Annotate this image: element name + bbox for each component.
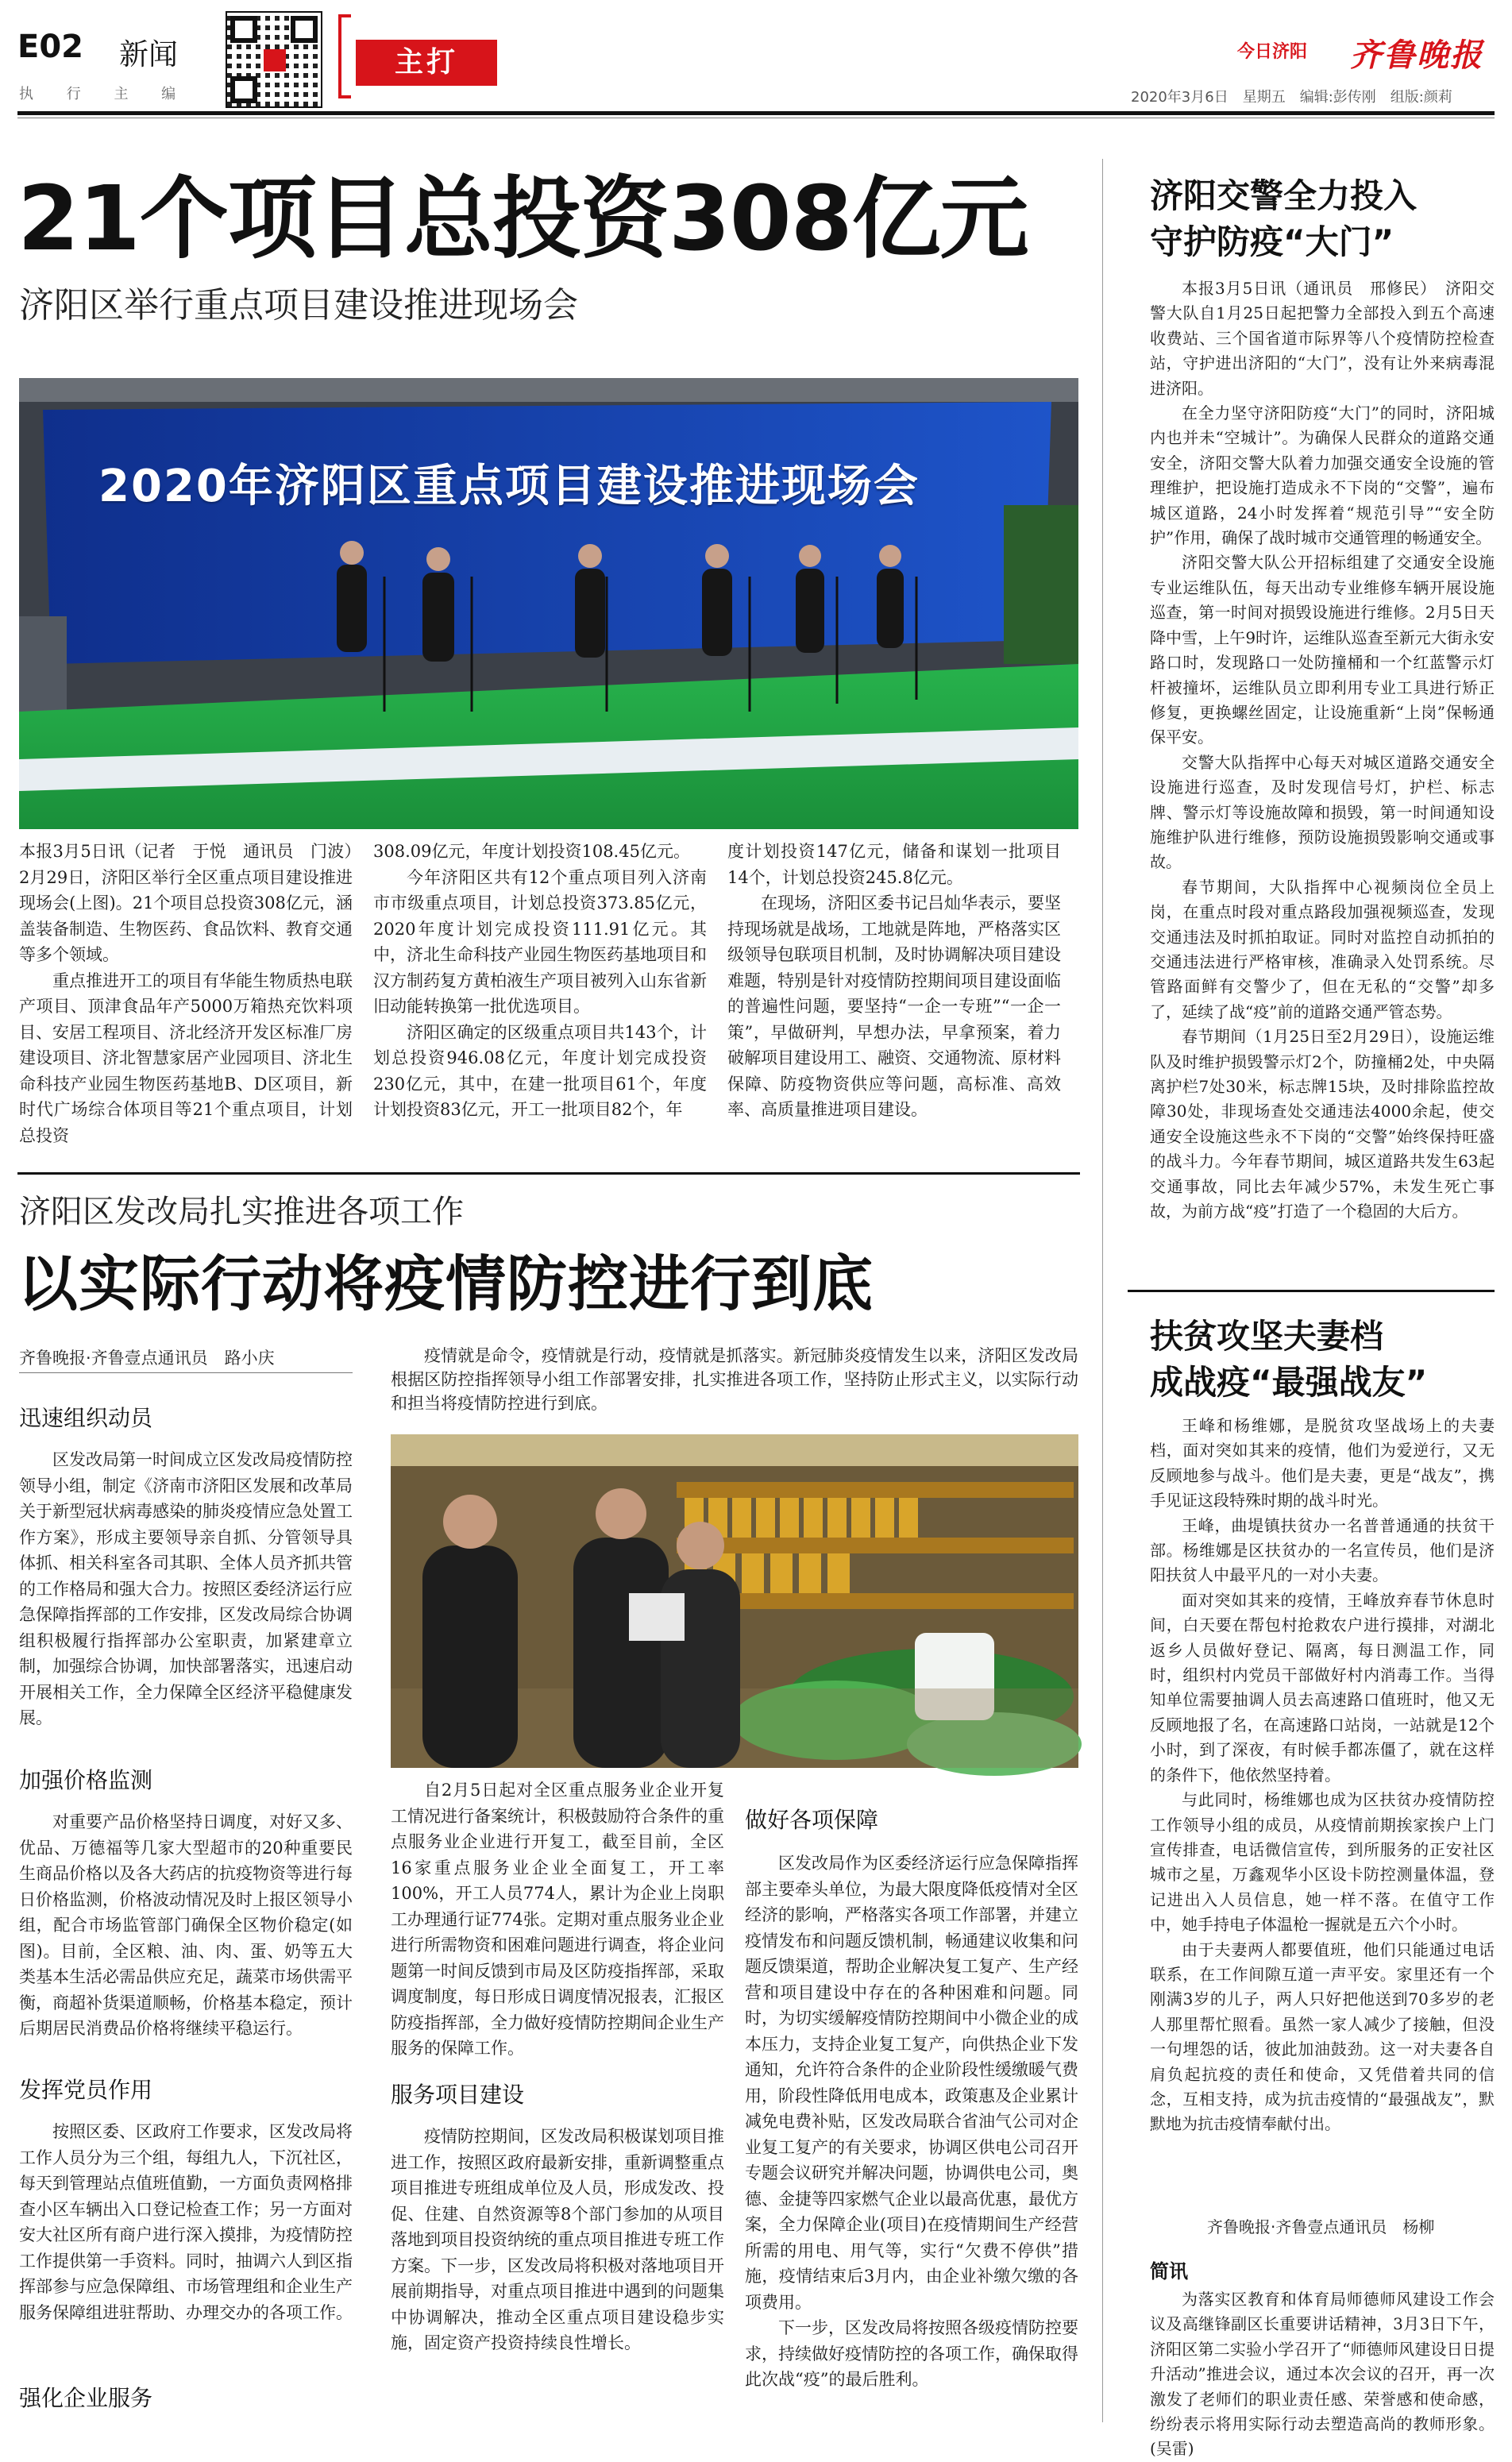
header-rule: [17, 111, 1495, 115]
section-heading-service: 服务项目建设: [391, 2082, 525, 2108]
brief-para: 为落实区教育和体育局师德师风建设工作会议及高继锋副区长重要讲话精神，3月3日下午，济阳区第二实验小学召开了“师德师风建设日日提升活动”推进会议，通过本次会议的召开，再一次激发了老师们的职业责任感、荣誉感和使命感，纷纷表示将用实际行动去塑造高尚的教师形象。(吴雷): [1150, 2290, 1495, 2459]
article1-p5: 济阳区确定的区级重点项目共143个，计划总投资946.08亿元，年度计划完成投资230亿元，其中，在建一批项目61个，年度计划投资83亿元，开工一批项目82个，年: [373, 1022, 707, 1119]
section-text-service: [391, 2124, 724, 2418]
article1-p6: 度计划投资147亿元，储备和谋划一批项目14个，计划总投资245.8亿元。: [727, 842, 1061, 887]
tag-bracket: [338, 14, 351, 98]
article4-p2: 王峰，曲堤镇扶贫办一名普普通通的扶贫干部。杨维娜是区扶贫办的一名宣传员，他们是济阳扶贫人中最平凡的一对小夫妻。: [1150, 1515, 1495, 1585]
brief-body: [1150, 2287, 1495, 2459]
article3-bottom-rule: [1128, 1290, 1495, 1292]
article1-p1: 本报3月5日讯（记者 于悦 通讯员 门波） 2月29日，济阳区举行全区重点项目建设推进现场会(上图)。21个项目总投资308亿元，涵盖装备制造、生物医药、食品饮料、教育交通等多个领域。: [19, 842, 369, 964]
article1-bottom-rule: [17, 1172, 1080, 1175]
sidebar-divider: [1102, 159, 1103, 2422]
section-heading-mobilize: 迅速组织动员: [19, 1405, 153, 1431]
page-code: E02: [17, 29, 83, 65]
article4-byline: 齐鲁晚报·齐鲁壹点通讯员 杨柳: [1207, 2217, 1435, 2236]
section-para-party: 按照区委、区政府工作要求，区发改局将工作人员分为三个组，每组九人，下沉社区，每天到管理站点值班值勤，一方面负责网格排查小区车辆出入口登记检查工作；另一方面对安大社区所有商户进行深入摸排，为疫情防控工作提供第一手资料。同时，抽调六人到区指挥部参与应急保障组、市场管理组和企业生产服务保障组进驻帮助、办理交办的各项工作。: [19, 2122, 353, 2322]
section-heading-guarantee: 做好各项保障: [745, 1807, 879, 1833]
section-text-price: [19, 1809, 353, 2068]
section-text-guarantee: [745, 1850, 1078, 2419]
article3-p4: 交警大队指挥中心每天对城区道路交通安全设施进行巡查，及时发现信号灯，护栏、标志牌、警示灯等设施故障和损毁，第一时间通知设施维护队进行维修，预防设施损毁影响交通或事故。: [1150, 752, 1495, 872]
article1-p4: 今年济阳区共有12个重点项目列入济南市市级重点项目，计划总投资373.85亿元，2020年度计划完成投资111.91亿元。其中，济北生命科技产业园生物医药基地项目和汉方制药复方黄柏液生产项目被列入山东省新旧动能转换第一批优选项目。: [373, 867, 707, 1016]
qr-code: [226, 11, 322, 108]
section-heading-enterprise: 强化企业服务: [19, 2385, 153, 2411]
article2-photo-scene: [391, 1434, 1078, 1768]
article3-p1: 本报3月5日讯（通讯员 邢修民） 济阳交警大队自1月25日起把警力全部投入到五个高速收费站、三个国省道市际界等八个疫情防控检查站，守护进出济阳的“大门”，没有让外来病毒混进济阳。: [1150, 279, 1495, 398]
section-para-service: 疫情防控期间，区发改局积极谋划项目推进工作，按照区政府最新安排，重新调整重点项目推进专班组成单位及人员，形成发改、投促、住建、自然资源等8个部门参加的从项目落地到项目投资纳统的重点项目推进专班工作方案。下一步，区发改局将积极对落地项目开展前期指导，对重点项目推进中遇到的问题集中协调解决，推动全区重点项目建设稳步实施，固定资产投资持续良性增长。: [391, 2127, 724, 2352]
article1-p2: 重点推进开工的项目有华能生物质热电联产项目、顶津食品年产5000万箱热充饮料项目、安居工程项目、济北经济开发区标准厂房建设项目、济北智慧家居产业园项目、济北生命科技产业园生物医药基地B、D区项目，新时代广场综合体项目等21个重点项目，计划总投资: [19, 971, 353, 1145]
article2-headline: 以实际行动将疫情防控进行到底: [17, 1248, 874, 1319]
editor-line: 执 行 主 编: [19, 86, 191, 102]
article2-byline: 齐鲁晚报·齐鲁壹点通讯员 路小庆: [19, 1349, 275, 1368]
article4-p3: 面对突如其来的疫情，王峰放弃春节休息时间，白天要在帮包村抢救农户进行摸排，对湖北返乡人员做好登记、隔离，每日测温工作，同时，组织村内党员干部做好村内消毒工作。当得知单位需要抽调人员去高速路口值班时，他又无反顾地报了名，在高速路口站岗，一站就是12个小时，到了深夜，有时候手都冻僵了，就在这样的条件下，他依然坚持着。: [1150, 1590, 1495, 1785]
article2-photo: [391, 1434, 1078, 1768]
article1-photo-scene: [19, 378, 1078, 829]
article1-photo: [19, 378, 1078, 829]
article1-headline: 21个项目总投资308亿元: [17, 168, 1028, 271]
article2-lead: 疫情就是命令，疫情就是行动，疫情就是抓落实。新冠肺炎疫情发生以来，济阳区发改局根据区防控指挥领导小组工作部署安排，扎实推进各项工作，坚持防止形式主义，以实际行动和担当将疫情防控进行到底。: [391, 1346, 1078, 1413]
article2-right-column: [745, 1777, 1078, 2422]
section-text-mobilize: [19, 1447, 353, 1757]
article3-p2: 在全力坚守济阳防疫“大门”的同时，济阳城内也并未“空城计”。为确保人民群众的道路交通安全，济阳交警大队着力加强交通安全设施的管理维护，把设施打造成永不下岗的“交警”，遍布城区道路，24小时发挥着“规范引导”“安全防护”作用，确保了战时城市交通管理的畅通安全。: [1150, 403, 1495, 548]
article3-headline-1: 济阳交警全力投入: [1150, 176, 1418, 215]
section-para-price: 对重要产品价格坚持日调度，对好又多、优品、万德福等几家大型超市的20种重要民生商品价格以及各大药店的抗疫物资等进行每日价格监测，价格波动情况及时上报区领导小组，配合市场监管部门确保全区物价稳定(如图)。目前，全区粮、油、肉、蛋、奶等五大类基本生活必需品供应充足，蔬菜市场供需平衡，商超补货渠道顺畅，价格基本稳定，预计后期居民消费品价格将继续平稳运行。: [19, 1812, 353, 2038]
brief-heading: 简讯: [1150, 2260, 1188, 2283]
section-tag: 主打: [356, 40, 497, 86]
header-meta: 2020年3月6日 星期五 编辑:彭传刚 组版:颜莉: [1131, 89, 1452, 106]
section-text-party: [19, 2119, 353, 2376]
article3-p6: 春节期间（1月25日至2月29日），设施运维队及时维护损毁警示灯2个，防撞桶2处，中央隔离护栏7处30米，标志牌15块，及时排除监控故障30处，非现场查处交通违法4000余起，使交通安全设施这些永不下岗的“交警”始终保持旺盛的战斗力。今年春节期间，城区道路共发生63起交通事故，同比去年减少57%，未发生死亡事故，为前方战“疫”打造了一个稳固的大后方。: [1150, 1027, 1495, 1221]
article1-col1: [19, 839, 369, 1166]
article2-byline-rule: [19, 1372, 353, 1373]
article2-left-column: [19, 1398, 353, 2422]
article1-subtitle: 济阳区举行重点项目建设推进现场会: [19, 285, 578, 326]
brand-small: 今日济阳: [1237, 42, 1308, 62]
article2-kicker: 济阳区发改局扎实推进各项工作: [19, 1194, 464, 1230]
article1-col3: [727, 839, 1061, 1166]
article4-headline-1: 扶贫攻坚夫妻档: [1150, 1317, 1384, 1356]
photo-banner-text: 2020年济阳区重点项目建设推进现场会: [98, 461, 920, 512]
article4-p5: 由于夫妻两人都要值班，他们只能通过电话联系，在工作间隙互道一声平安。家里还有一个刚满3岁的儿子，两人只好把他送到70多岁的老人那里帮忙照看。虽然一家人减少了接触，但没一句埋怨的话，彼此加油鼓劲。这一对夫妻各自肩负起抗疫的责任和使命，又凭借着共同的信念，互相支持，成为抗击疫情的“最强战友”，默默地为抗击疫情奉献付出。: [1150, 1939, 1495, 2134]
section-para-mobilize: 区发改局第一时间成立区发改局疫情防控领导小组，制定《济南市济阳区发展和改革局关于新型冠状病毒感染的肺炎疫情应急处置工作方案》，形成主要领导亲自抓、分管领导具体抓、相关科室各司其职、全体人员齐抓共管的工作格局和强大合力。按照区委经济运行应急保障指挥部的工作安排，区发改局综合协调组积极履行指挥部办公室职责，加紧建章立制，加强综合协调，加快部署落实，迅速启动开展相关工作，全力保障全区经济平稳健康发展。: [19, 1450, 353, 1727]
article3-p5: 春节期间，大队指挥中心视频岗位全员上岗，在重点时段对重点路段加强视频巡查，发现交通违法及时抓拍取证。同时对监控自动抓拍的交通违法进行严格审核，准确录入处罚系统。尽管路面鲜有交警少了，但在无私的“交警”却多了，延续了战“疫”前的道路交通严管态势。: [1150, 877, 1495, 1021]
section-heading-price: 加强价格监测: [19, 1767, 153, 1793]
article4-body: [1150, 1414, 1495, 2209]
brand-logo: 齐鲁晚报: [1350, 37, 1483, 74]
article1-p3: 308.09亿元，年度计划投资108.45亿元。: [373, 842, 690, 861]
article3-body: [1150, 276, 1495, 1285]
article3-p3: 济阳交警大队公开招标组建了交通安全设施专业运维队伍，每天出动专业维修车辆开展设施巡查，第一时间对损毁设施进行维修。2月5日天降中雪，上午9时许，运维队巡查至新元大街永安路口时，发现路口一处防撞桶和一个红蓝警示灯杆被撞坏，运维队员立即利用专业工具进行矫正修复，更换螺丝固定，让设施重新“上岗”保畅通保平安。: [1150, 553, 1495, 747]
section-para-guarantee-1: 区发改局作为区委经济运行应急保障指挥部主要牵头单位，为最大限度降低疫情对全区经济的影响，严格落实各项工作部署，并建立疫情发布和问题反馈机制，畅通建议收集和问题反馈渠道，帮助企业解决复工复产、生产经营和项目建设中存在的各种困难和问题。同时，为切实缓解疫情防控期间中小微企业的成本压力，支持企业复工复产，向供热企业下发通知，允许符合条件的企业阶段性缓缴暖气费用，阶段性降低用电成本，政策惠及企业累计减免电费补贴，区发改局联合省油气公司对企业复工复产的有关要求，协调区供电公司召开专题会议研究并解决问题，协调供电公司，奥德、金捷等四家燃气企业以最高优惠，最优方案，全力保障企业(项目)在疫情期间生产经营所需的用电、用气等，实行“欠费不停供”措施，疫情结束后3月内，由企业补缴欠缴的各项费用。: [745, 1854, 1078, 2312]
section-heading-party: 发挥党员作用: [19, 2077, 153, 2103]
article4-headline-2: 成战疫“最强战友”: [1150, 1363, 1428, 1402]
article2-mid-column: [391, 1777, 724, 2422]
article4-p1: 王峰和杨维娜，是脱贫攻坚战场上的夫妻档，面对突如其来的疫情，他们为爱逆行，又无反顾地参与战斗。他们是夫妻，更是“战友”，携手见证这段特殊时期的战斗时光。: [1150, 1416, 1495, 1511]
article1-p7: 在现场，济阳区委书记吕灿华表示，要坚持现场就是战场，工地就是阵地，严格落实区级领导包联项目机制，及时协调解决项目建设难题，特别是针对疫情防控期间项目建设面临的普遍性问题，要坚持“一企一专班”“一企一策”，早做研判，早想办法，早拿预案，着力破解项目建设用工、融资、交通物流、原材料保障、防疫物资供应等问题，高标准、高效率、高质量推进项目建设。: [727, 893, 1061, 1119]
article3-headline-2: 守护防疫“大门”: [1150, 222, 1394, 261]
mid-text: [391, 1777, 724, 2071]
mid-para: 自2月5日起对全区重点服务业企业开复工情况进行备案统计，积极鼓励符合条件的重点服务业企业进行开复工，截至目前，全区16家重点服务业企业全面复工，开工率100%，开工人员774人，累计为企业上岗职工办理通行证774张。定期对重点服务业企业进行所需物资和困难问题进行调查，将企业问题第一时间反馈到市局及区防疫指挥部，采取调度制度，每日形成日调度情况报表，汇报区防疫指挥部，全力做好疫情防控期间企业生产服务的保障工作。: [391, 1781, 724, 2058]
article1-col2: [373, 839, 707, 1166]
section-name: 新闻: [119, 37, 178, 71]
section-para-guarantee-2: 下一步，区发改局将按照各级疫情防控要求，持续做好疫情防控的各项工作，确保取得此次战“疫”的最后胜利。: [745, 2318, 1078, 2389]
article4-p4: 与此同时，杨维娜也成为区扶贫办疫情防控工作领导小组的成员，从疫情前期挨家挨户上门宣传排查，电话微信宣传，到所服务的正安社区城市之星，万鑫观华小区设卡防控测量体温，登记进出入人员信息，她一样不落。在值守工作中，她手持电子体温枪一握就是五六个小时。: [1150, 1790, 1495, 1935]
